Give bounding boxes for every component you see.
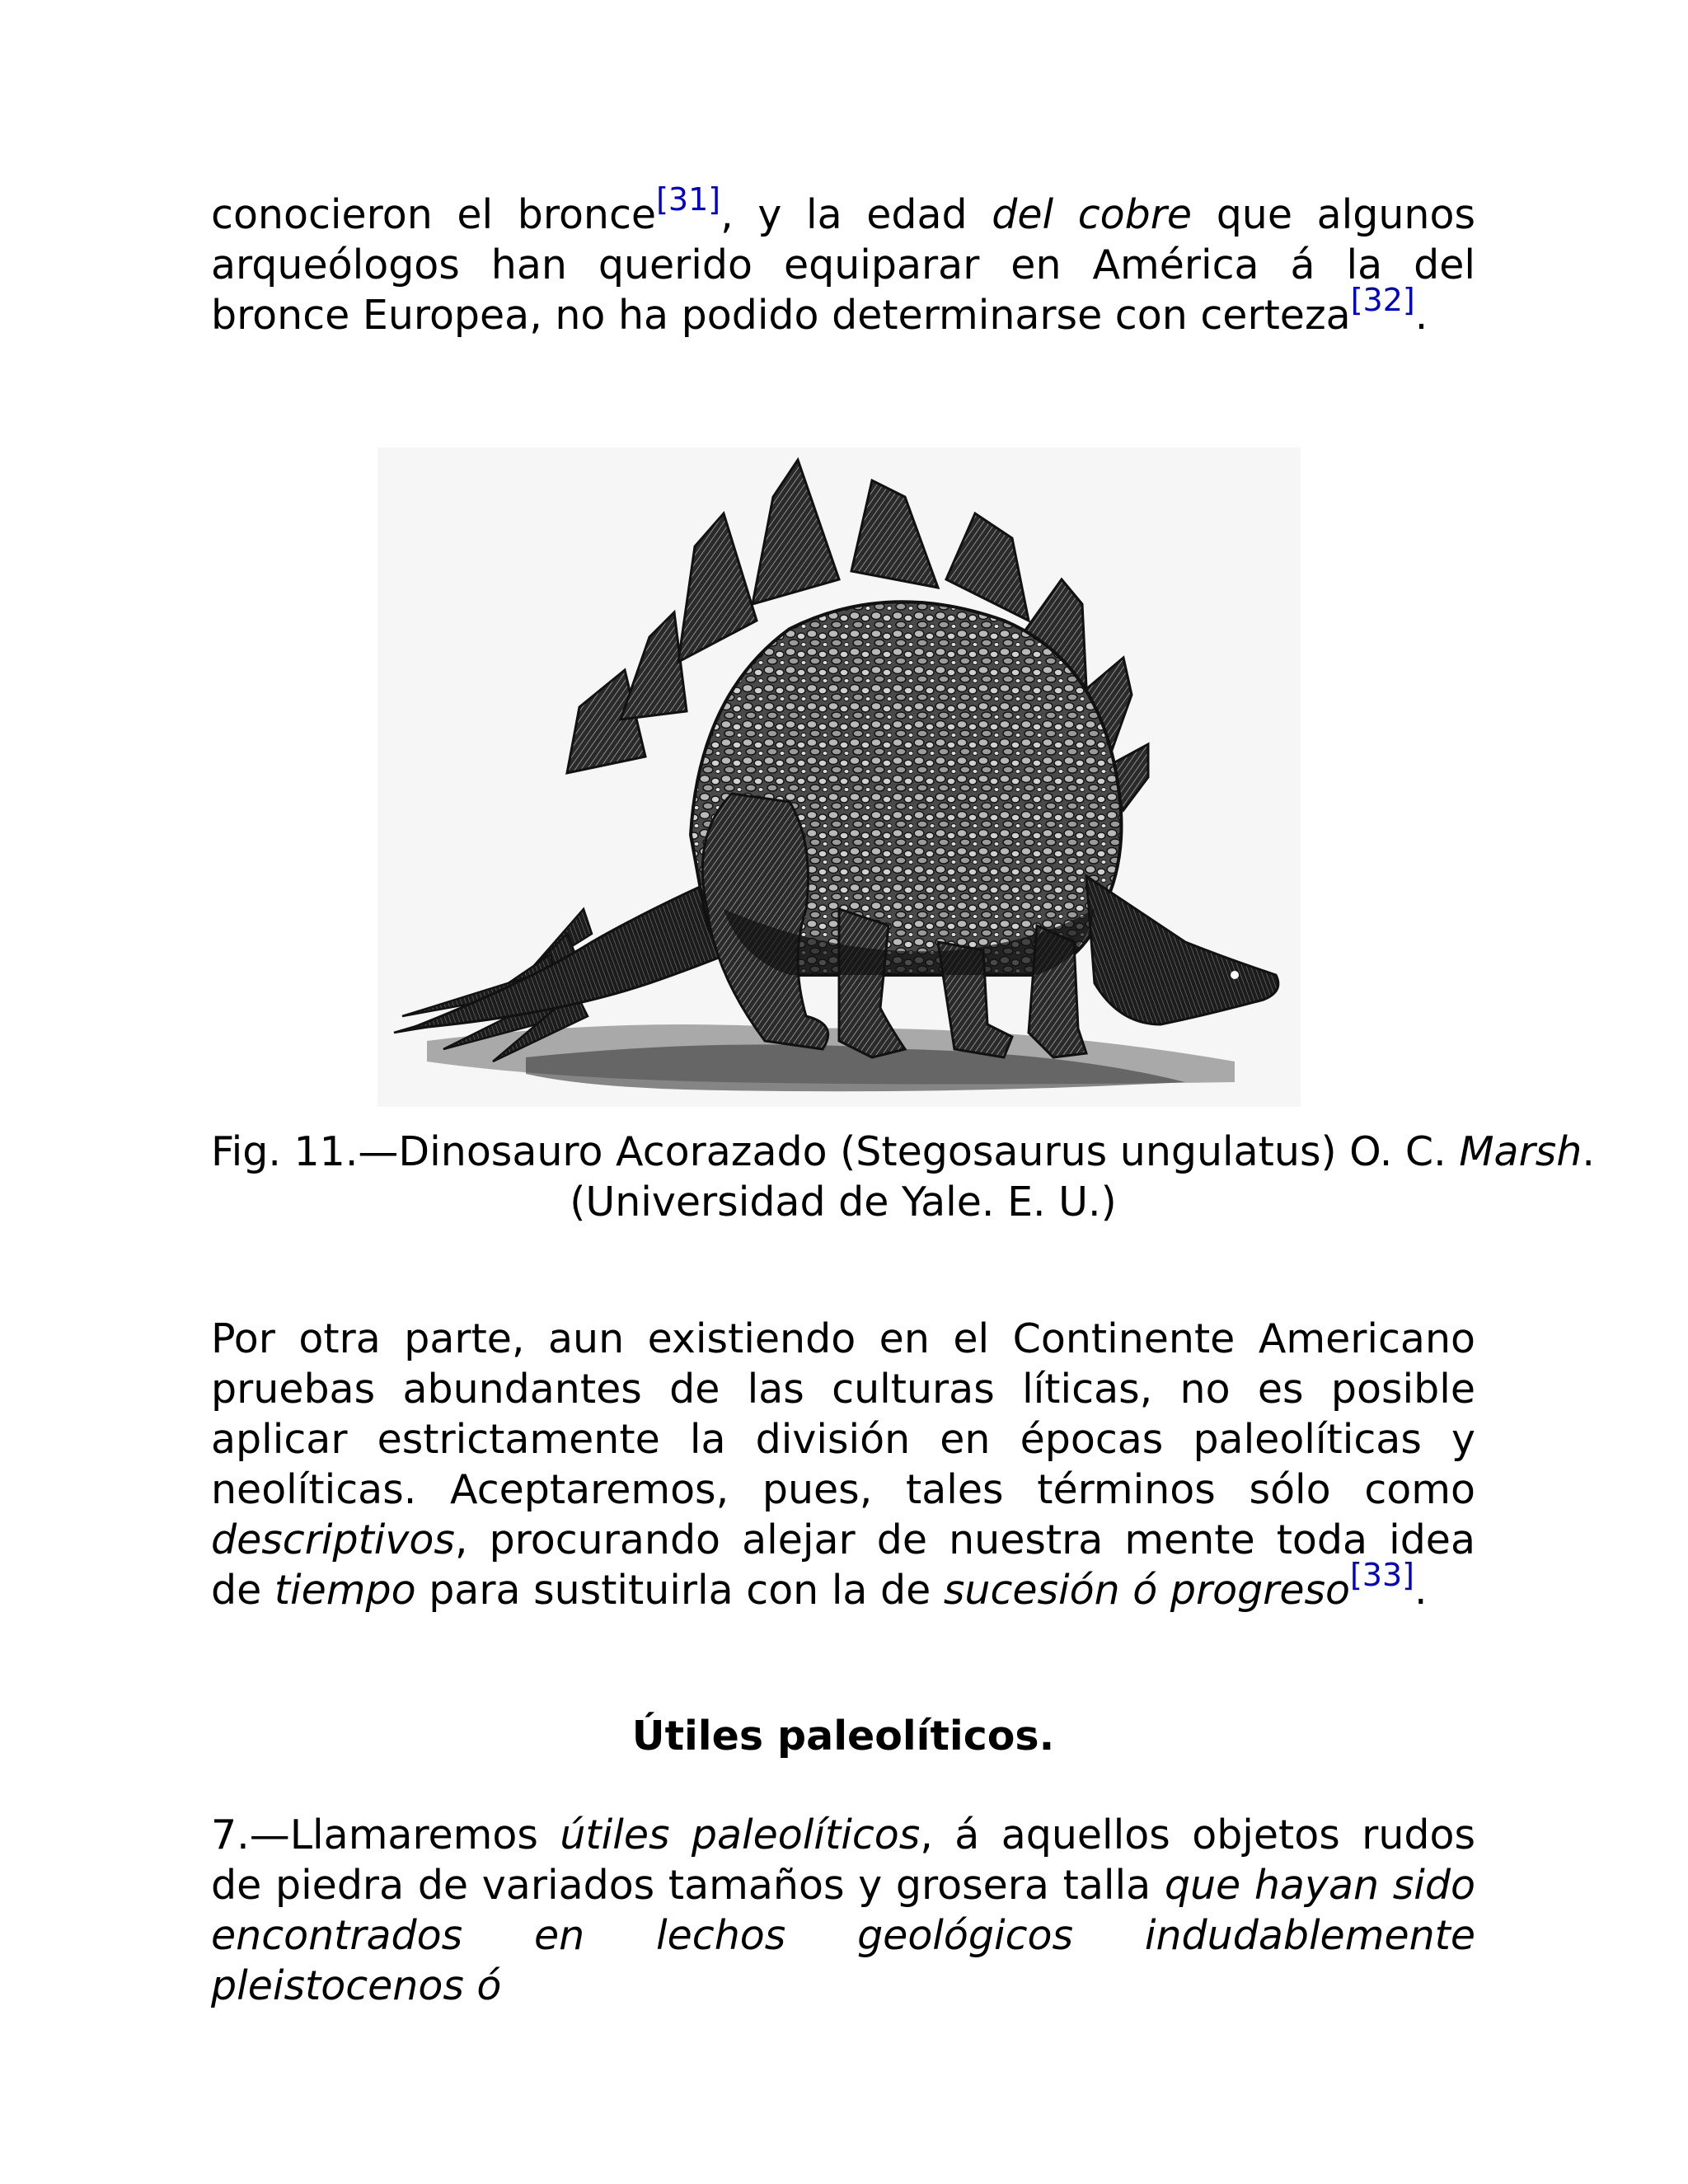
footnote-32[interactable] bbox=[1351, 282, 1415, 318]
text-run: . bbox=[1414, 1567, 1428, 1614]
text-run: . bbox=[1582, 1128, 1595, 1175]
text-run: 7.—Llamaremos bbox=[211, 1811, 560, 1858]
footnote-33[interactable] bbox=[1350, 1557, 1414, 1593]
footnote-link-32[interactable]: [32] bbox=[1350, 282, 1415, 318]
section-heading: Útiles paleolíticos. bbox=[631, 1713, 1055, 1760]
figure-caption bbox=[211, 1127, 1595, 1227]
page-content-2 bbox=[211, 1314, 1475, 1615]
paragraph-lithic-cultures bbox=[211, 1314, 1475, 1615]
italic-run: del cobre bbox=[992, 191, 1193, 238]
footnote-31[interactable] bbox=[656, 181, 720, 218]
italic-run: que hayan sido encontrados en lechos geológicos indudablemente pleistocenos ó bbox=[211, 1862, 1475, 2009]
text-run: , procurando alejar de nuestra mente toda idea de bbox=[211, 1516, 1475, 1614]
paragraph-bronze bbox=[211, 181, 1475, 340]
stegosaurus-illustration bbox=[377, 448, 1301, 1107]
text-run: Por otra parte, aun existiendo en el Continente Americano pruebas abundantes de las culturas líticas, no es posible aplicar estrictamente la división en épocas paleolíticas y neolíticas. Aceptaremos, pues, tales términos sólo como bbox=[211, 1315, 1475, 1513]
footnote-link-33[interactable]: [33] bbox=[1349, 1557, 1414, 1593]
italic-run: descriptivos bbox=[211, 1516, 455, 1563]
paragraph-paleolithic-tools bbox=[211, 1810, 1475, 2011]
italic-run: útiles paleolíticos bbox=[560, 1811, 921, 1858]
text-run: Fig. 11.—Dinosauro Acorazado (Stegosaurus ungulatus) O. C. bbox=[211, 1128, 1460, 1175]
caption-line-1 bbox=[211, 1127, 1595, 1177]
text-run: , y la edad bbox=[720, 191, 992, 238]
page-content-3 bbox=[211, 1810, 1475, 2011]
caption-line-2: (Universidad de Yale. E. U.) bbox=[570, 1179, 1117, 1226]
text-run: conocieron el bronce bbox=[211, 191, 657, 238]
text-run: , á aquellos objetos rudos de piedra de variados tamaños y grosera talla bbox=[211, 1811, 1475, 1909]
italic-run: sucesión ó progreso bbox=[943, 1567, 1350, 1614]
page-content bbox=[211, 181, 1475, 340]
stegosaurus-drawing bbox=[377, 448, 1301, 1107]
footnote-link-31[interactable]: [31] bbox=[656, 181, 721, 218]
italic-run: tiempo bbox=[274, 1567, 416, 1614]
italic-run: Marsh bbox=[1459, 1128, 1582, 1175]
text-run: . bbox=[1414, 292, 1428, 339]
text-run: para sustituirla con la de bbox=[415, 1567, 944, 1614]
text-run: que algunos arqueólogos han querido equiparar en América á la del bronce Europea, no ha podido determinarse con certeza bbox=[211, 191, 1475, 339]
